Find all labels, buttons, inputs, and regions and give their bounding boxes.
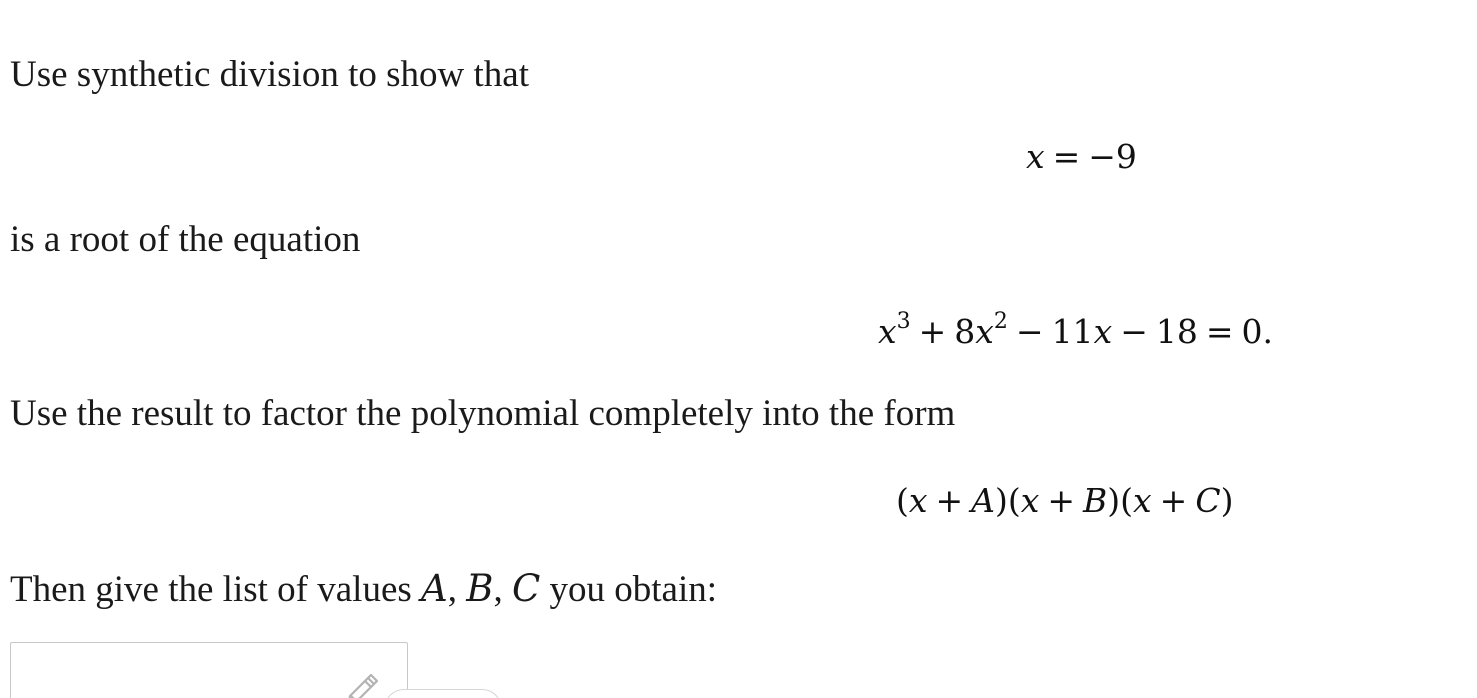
factor-x: x — [1133, 481, 1152, 520]
minus-sign: − — [1120, 312, 1148, 351]
comma: , — [447, 569, 457, 610]
pencil-icon[interactable] — [342, 668, 382, 698]
factor-form — [896, 481, 1234, 520]
poly-coef-11: 11 — [1051, 312, 1094, 351]
open-paren: ( — [896, 481, 909, 520]
then-text — [10, 567, 718, 610]
var-B: B — [466, 567, 494, 610]
open-paren: ( — [1007, 481, 1021, 520]
then-text-before: Then give the list of values — [10, 569, 422, 610]
close-paren: ) — [1220, 481, 1234, 520]
factor-x: x — [1020, 481, 1040, 520]
poly-constant: 18 — [1155, 312, 1198, 351]
poly-exponent-3: 3 — [896, 309, 911, 334]
plus-sign: + — [1047, 481, 1076, 520]
poly-term-x: x — [975, 312, 994, 351]
poly-exponent-2: 2 — [993, 309, 1008, 334]
close-paren: ) — [995, 481, 1008, 520]
factor-C: C — [1195, 481, 1221, 520]
root-variable: x — [1026, 137, 1045, 176]
intro-text: Use synthetic division to show that — [10, 54, 529, 95]
factor-B: B — [1083, 481, 1108, 520]
factor-x: x — [908, 481, 928, 520]
equals-sign: = — [1052, 137, 1081, 176]
poly-term-x: x — [878, 312, 897, 351]
var-A: A — [421, 567, 448, 610]
minus-sign: − — [1015, 312, 1044, 351]
then-text-after: you obtain: — [540, 569, 718, 610]
factor-A: A — [971, 481, 995, 520]
plus-sign: + — [1159, 481, 1188, 520]
open-paren: ( — [1120, 481, 1134, 520]
polynomial-equation — [878, 309, 1273, 351]
plus-sign: + — [935, 481, 964, 520]
close-paren: ) — [1107, 481, 1121, 520]
plus-sign: + — [918, 312, 947, 351]
variable-list — [421, 569, 540, 610]
comma: , — [493, 569, 503, 610]
factor-instruction-text: Use the result to factor the polynomial completely into the form — [10, 393, 956, 434]
equals-sign: = — [1205, 312, 1234, 351]
preview-button[interactable] — [384, 689, 502, 698]
var-C: C — [511, 567, 541, 610]
poly-coef-8: 8 — [954, 312, 976, 351]
is-root-text: is a root of the equation — [10, 219, 361, 260]
poly-rhs: 0. — [1241, 312, 1273, 351]
root-value: −9 — [1088, 137, 1137, 176]
root-equation — [1026, 137, 1137, 176]
poly-term-x: x — [1093, 312, 1113, 351]
